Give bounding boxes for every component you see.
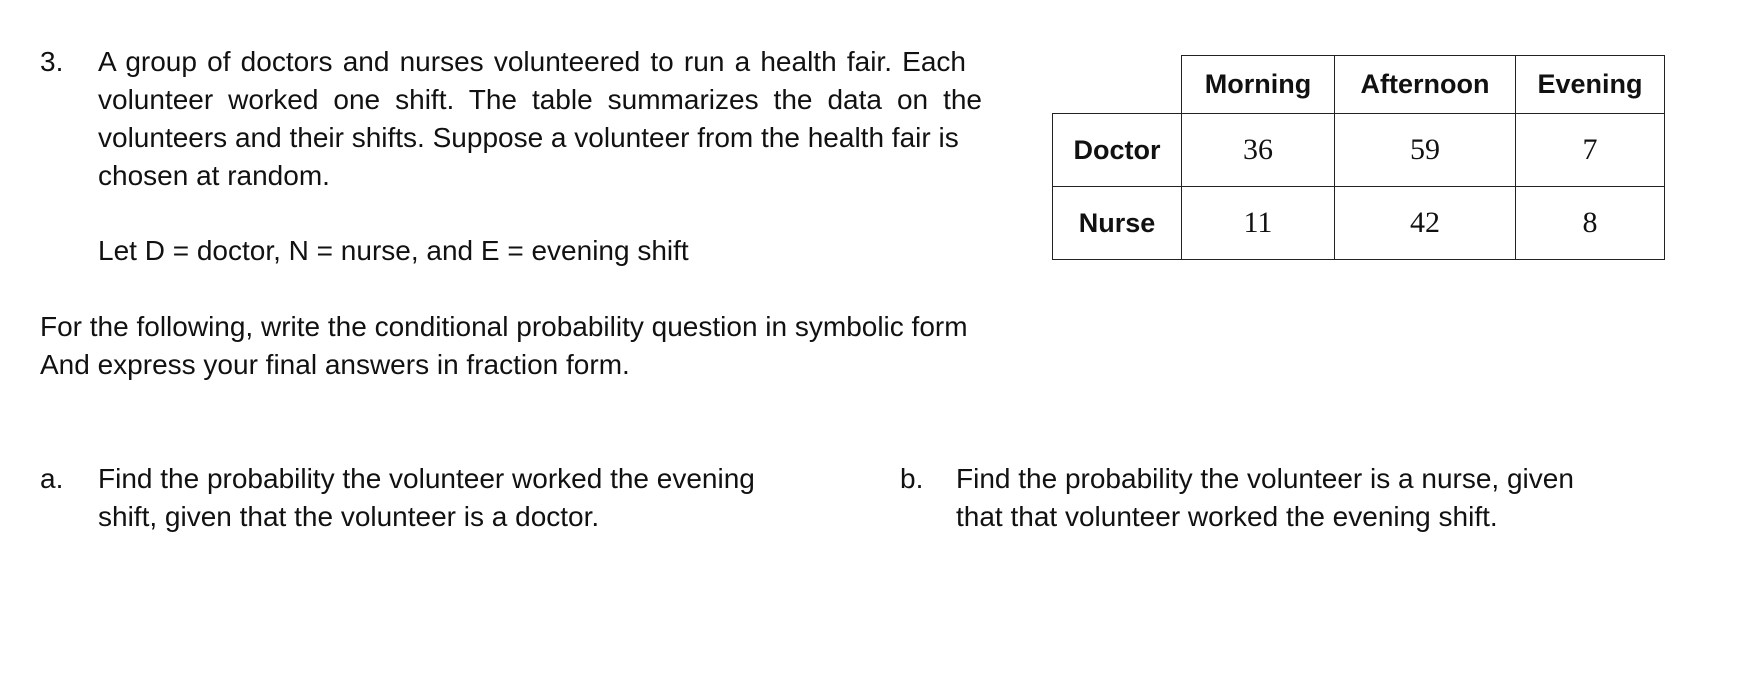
row-header-nurse: Nurse — [1053, 187, 1182, 260]
column-header-evening: Evening — [1516, 56, 1665, 114]
intro-line: A group of doctors and nurses volunteered to run a health fair. Each — [98, 46, 966, 77]
table-corner — [1053, 56, 1182, 114]
table-row — [1053, 187, 1665, 260]
shift-table — [1052, 55, 1665, 260]
problem-intro — [98, 43, 986, 195]
table-cell: 42 — [1335, 187, 1516, 260]
part-a-label: a. — [40, 463, 64, 494]
part-a-question — [98, 460, 755, 536]
problem-number: 3. — [40, 46, 64, 77]
intro-line: volunteer worked one shift. The table summarizes the data on the — [98, 84, 982, 115]
table-row — [1053, 114, 1665, 187]
table-cell: 59 — [1335, 114, 1516, 187]
intro-line: chosen at random. — [98, 160, 330, 191]
instructions — [40, 308, 968, 384]
part-b-line: that that volunteer worked the evening shift. — [956, 501, 1498, 532]
column-header-morning: Morning — [1182, 56, 1335, 114]
table-cell: 11 — [1182, 187, 1335, 260]
table-cell: 7 — [1516, 114, 1665, 187]
table-cell: 8 — [1516, 187, 1665, 260]
column-header-afternoon: Afternoon — [1335, 56, 1516, 114]
part-a-line: shift, given that the volunteer is a doctor. — [98, 501, 600, 532]
table-cell: 36 — [1182, 114, 1335, 187]
part-b-line: Find the probability the volunteer is a nurse, given — [956, 463, 1574, 494]
row-header-doctor: Doctor — [1053, 114, 1182, 187]
instruction-line: And express your final answers in fraction form. — [40, 349, 630, 380]
instruction-line: For the following, write the conditional probability question in symbolic form — [40, 311, 968, 342]
table-header-row — [1053, 56, 1665, 114]
part-b-label: b. — [900, 463, 924, 494]
intro-line: volunteers and their shifts. Suppose a volunteer from the health fair is — [98, 122, 959, 153]
variable-definitions: Let D = doctor, N = nurse, and E = evening shift — [98, 235, 689, 266]
part-a-line: Find the probability the volunteer worked the evening — [98, 463, 755, 494]
part-b-question — [956, 460, 1574, 536]
